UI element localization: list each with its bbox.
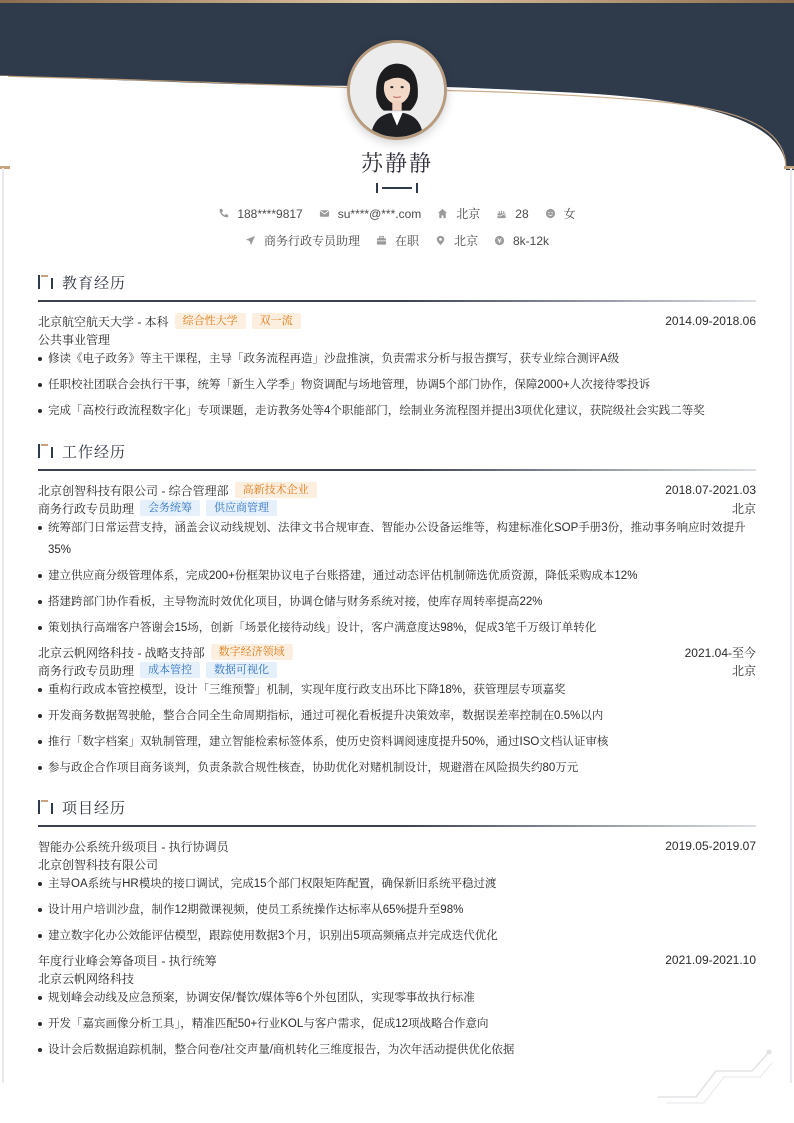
gender-text: 女 [563,207,576,221]
work-entry [38,643,756,783]
avatar [347,40,447,140]
status-info [376,232,419,249]
work-date: 2018.07-2021.03 [665,483,756,497]
name-divider [376,182,418,194]
work-header [38,439,756,463]
education-title: 教育经历 [62,273,127,292]
list-item: 设计会后数据追踪机制，整合问卷/社交声量/商机转化三维度报告，为次年活动提供优化依据 [38,1039,756,1061]
project-date: 2021.09-2021.10 [665,953,756,967]
salary-info [494,234,549,248]
school-tag: 双一流 [252,313,301,329]
education-entry [38,312,756,426]
project-entry [38,951,756,1065]
phone-text: 188****9817 [237,206,303,221]
section-mark-icon [38,444,54,458]
project-entry [38,837,756,951]
list-item: 策划执行高端客户答谢会15场，创新「场景化接待动线」设计，客户满意度达98%，促成3笔千万级订单转化 [38,617,756,639]
email-info [319,207,422,221]
project-name: 年度行业峰会筹备项目 - 执行统筹 [38,953,217,968]
company-tag: 高新技术企业 [235,482,317,498]
right-border-line [790,168,792,1083]
list-item: 开发商务数据驾驶舱，整合合同全生命周期指标，通过可视化看板提升决策效率，数据误差率控制在0.5%以内 [38,705,756,727]
work-location: 北京 [731,501,756,516]
section-divider-fade [398,825,756,827]
work-location: 北京 [731,663,756,678]
project-date: 2019.05-2019.07 [665,839,756,853]
status-text: 在职 [394,234,419,248]
role-name: 商务行政专员助理 [38,663,135,678]
work-title: 工作经历 [62,442,127,461]
project-name: 智能办公系统升级项目 - 执行协调员 [38,839,229,854]
section-mark-icon [38,275,54,289]
section-mark-icon [38,800,54,814]
education-header [38,270,756,294]
cake-icon [496,208,507,219]
age-text: 28 [515,206,529,221]
role-tag: 成本管控 [140,662,200,678]
education-date: 2014.09-2018.06 [665,314,756,328]
work-entry [38,481,756,643]
list-item: 参与政企合作项目商务谈判，负责条款合规性核查，协助优化对赌机制设计，规避潜在风险损失约80万元 [38,757,756,779]
project-header [38,795,756,819]
briefcase-icon [376,235,387,246]
city-info [437,205,480,222]
list-item: 完成「高校行政流程数字化」专项课题，走访教务处等4个职能部门，绘制业务流程图并提出3项优化建议，获院级社会实践二等奖 [38,400,756,422]
project-section [38,795,756,1056]
list-item: 统筹部门日常运营支持，涵盖会议动线规划、法律文书合规审查、智能办公设备运维等，构建标准化SOP手册3份，推动事务响应时效提升35% [38,517,756,561]
list-item: 建立供应商分级管理体系，完成200+份框架协议电子台账搭建，通过动态评估机制筛选优质资源，降低采购成本12% [38,565,756,587]
mail-icon [319,208,330,219]
target-city-info [435,232,478,249]
work-section [38,439,756,774]
work-date: 2021.04-至今 [684,645,756,660]
list-item: 主导OA系统与HR模块的接口调试，完成15个部门权限矩阵配置，确保新旧系统平稳过渡 [38,873,756,895]
phone-info [218,207,302,221]
location-pin-icon [435,235,446,246]
list-item: 建立数字化办公效能评估模型，跟踪使用数据3个月，识别出5项高频痛点并完成迭代优化 [38,925,756,947]
project-bullets [38,987,756,1061]
target-role-text: 商务行政专员助理 [263,234,360,248]
money-icon [494,235,505,246]
list-item: 开发「嘉宾画像分析工具」，精准匹配50+行业KOL与客户需求，促成12项战略合作意向 [38,1013,756,1035]
project-org: 北京创智科技有限公司 [38,857,159,872]
candidate-name: 苏静静 [360,152,433,177]
gender-info [545,205,576,222]
portrait-image [350,43,444,137]
list-item: 推行「数字档案」双轨制管理，建立智能检索标签体系，使历史资料调阅速度提升50%，通过ISO文档认证审核 [38,731,756,753]
list-item: 修读《电子政务》等主干课程，主导「政务流程再造」沙盘推演，负责需求分析与报告撰写，获专业综合测评A级 [38,348,756,370]
major-name: 公共事业管理 [38,332,111,347]
list-item: 任职校社团联合会执行干事，统筹「新生入学季」物资调配与场地管理，协调5个部门协作，保障2000+人次接待零投诉 [38,374,756,396]
education-bullets [38,348,756,422]
project-bullets [38,873,756,947]
contact-info-row [0,205,794,222]
school-name: 北京航空航天大学 - 本科 [38,314,169,329]
work-bullets [38,517,756,639]
city-text: 北京 [456,207,481,221]
role-name: 商务行政专员助理 [38,501,135,516]
left-border-line [2,168,4,1083]
job-intention-row [0,232,794,249]
list-item: 重构行政成本管控模型，设计「三维预警」机制，实现年度行政支出环比下降18%，获管理层专项嘉奖 [38,679,756,701]
section-divider-fade [398,469,756,471]
salary-text: 8k-12k [513,233,550,248]
send-icon [245,235,256,246]
email-text: su****@***.com [337,206,422,221]
home-icon [437,208,448,219]
education-section [38,270,756,417]
list-item: 规划峰会动线及应急预案，协调安保/餐饮/媒体等6个外包团队，实现零事故执行标准 [38,987,756,1009]
list-item: 设计用户培训沙盘，制作12期微课视频，使员工系统操作达标率从65%提升至98% [38,899,756,921]
project-org: 北京云帆网络科技 [38,971,135,986]
phone-icon [218,208,229,219]
smile-icon [545,208,556,219]
target-city-text: 北京 [453,234,478,248]
role-tag: 会务统筹 [140,500,200,516]
section-divider-fade [398,300,756,302]
school-tag: 综合性大学 [175,313,246,329]
list-item: 搭建跨部门协作看板，主导物流时效优化项目，协调仓储与财务系统对接，使库存周转率提高22% [38,591,756,613]
work-bullets [38,679,756,779]
project-title: 项目经历 [62,798,127,817]
corner-decoration [656,1049,776,1105]
role-tag: 供应商管理 [206,500,277,516]
age-info [496,207,528,221]
company-name: 北京创智科技有限公司 - 综合管理部 [38,483,229,498]
company-name: 北京云帆网络科技 - 战略支持部 [38,645,205,660]
target-role-info [245,232,360,249]
company-tag: 数字经济领域 [211,644,293,660]
role-tag: 数据可视化 [206,662,277,678]
